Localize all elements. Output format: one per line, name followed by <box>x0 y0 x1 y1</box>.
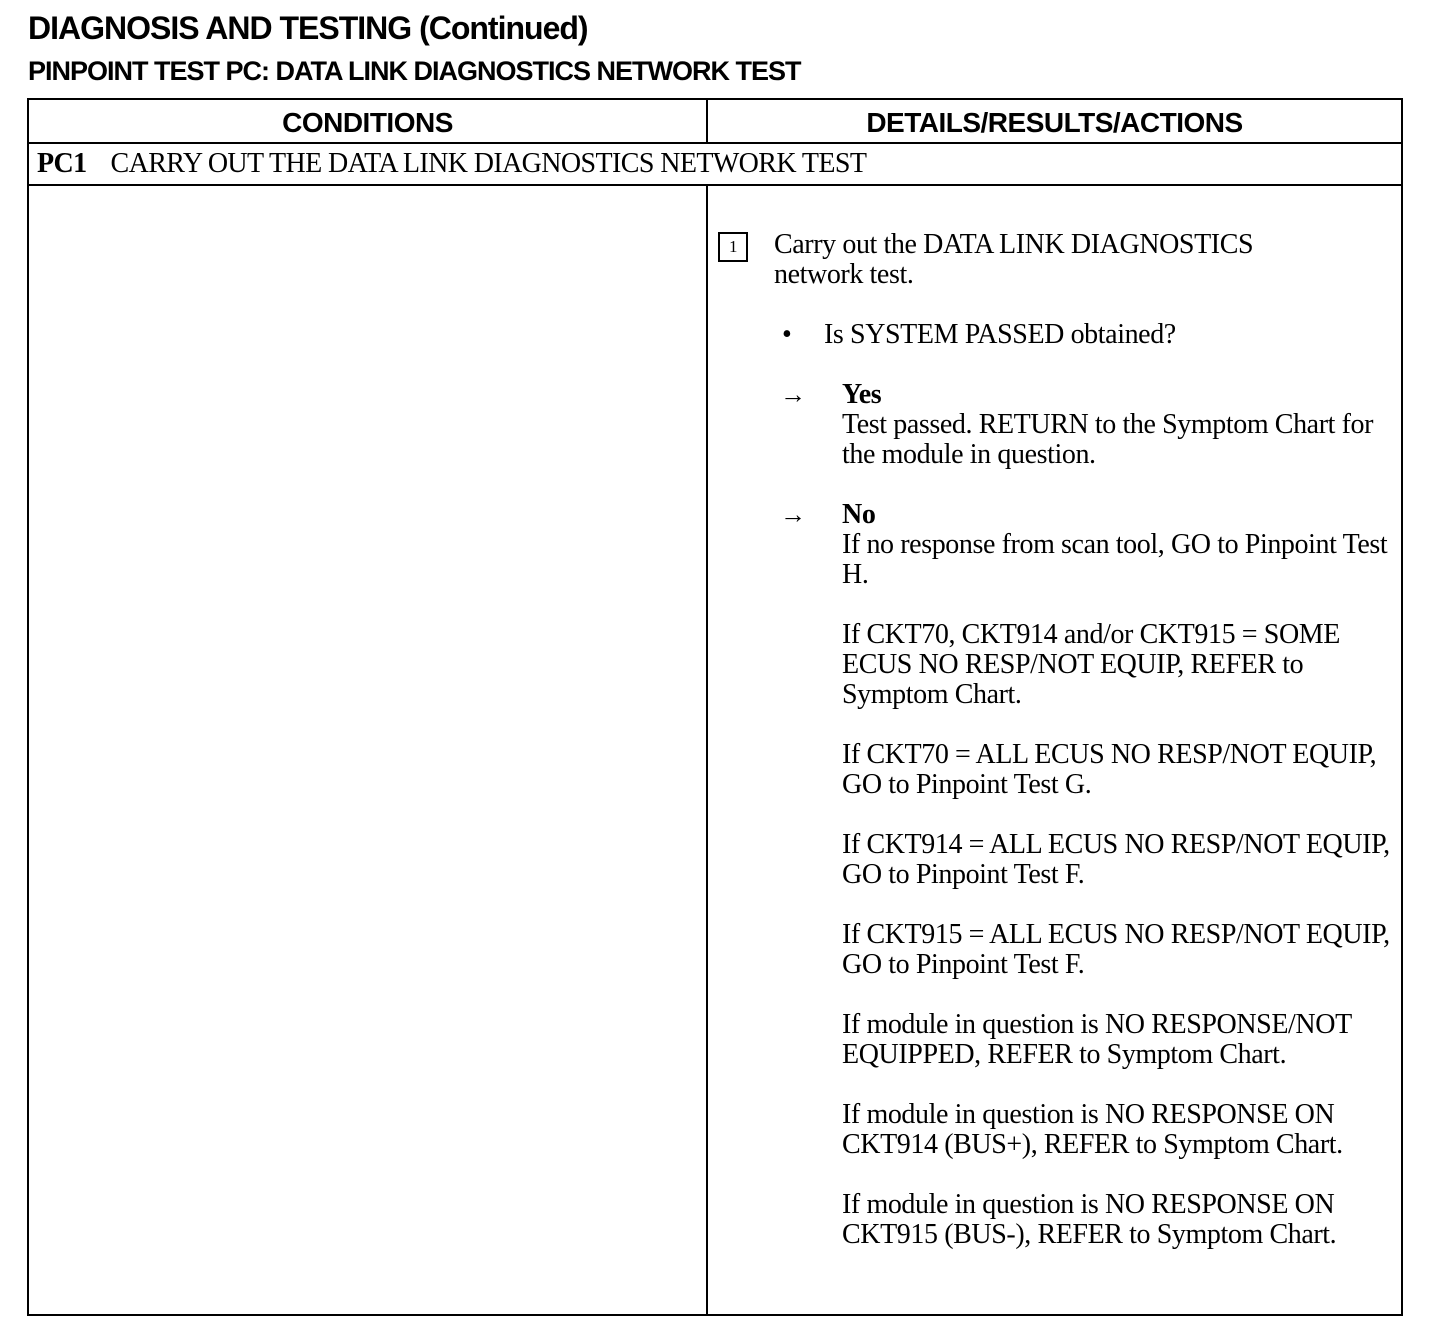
details-column-header: DETAILS/RESULTS/ACTIONS <box>866 107 1243 138</box>
arrow-right-icon: → <box>780 380 806 409</box>
details-cell <box>708 186 1401 1314</box>
step-instruction: Carry out the DATA LINK DIAGNOSTICS network test. <box>774 229 1254 290</box>
step-question: Is SYSTEM PASSED obtained? <box>824 319 1176 350</box>
no-action-paragraph: If module in question is NO RESPONSE/NOT EQUIPPED, REFER to Symptom Chart. <box>842 1009 1352 1070</box>
step-title: CARRY OUT THE DATA LINK DIAGNOSTICS NETWORK TEST <box>110 148 867 179</box>
no-result <box>842 500 1397 1250</box>
pinpoint-test-title: PINPOINT TEST PC: DATA LINK DIAGNOSTICS NETWORK TEST <box>28 56 801 86</box>
step-number-box: 1 <box>718 232 748 262</box>
diagnostic-table <box>27 98 1403 1316</box>
no-action-paragraph: If no response from scan tool, GO to Pinpoint Test H. <box>842 529 1388 590</box>
no-action-paragraph: If module in question is NO RESPONSE ON CKT915 (BUS-), REFER to Symptom Chart. <box>842 1189 1337 1250</box>
no-label: No <box>842 499 876 530</box>
yes-label: Yes <box>842 379 882 410</box>
yes-result <box>842 380 1397 470</box>
page-title: DIAGNOSIS AND TESTING (Continued) <box>28 10 588 46</box>
no-action-paragraph: If CKT70 = ALL ECUS NO RESP/NOT EQUIP, GO to Pinpoint Test G. <box>842 739 1377 800</box>
conditions-column-header: CONDITIONS <box>282 107 453 138</box>
no-action-paragraph: If CKT70, CKT914 and/or CKT915 = SOME ECUS NO RESP/NOT EQUIP, REFER to Symptom Chart. <box>842 619 1340 710</box>
no-action-paragraph: If CKT914 = ALL ECUS NO RESP/NOT EQUIP, GO to Pinpoint Test F. <box>842 829 1390 890</box>
header-divider <box>29 142 1401 144</box>
yes-text: Test passed. RETURN to the Symptom Chart for the module in question. <box>842 409 1374 470</box>
step-id: PC1 <box>37 148 87 179</box>
no-action-paragraph: If CKT915 = ALL ECUS NO RESP/NOT EQUIP, GO to Pinpoint Test F. <box>842 919 1390 980</box>
conditions-cell <box>29 186 706 1314</box>
arrow-right-icon: → <box>780 500 806 529</box>
bullet-icon: • <box>782 319 792 350</box>
no-action-paragraph: If module in question is NO RESPONSE ON CKT914 (BUS+), REFER to Symptom Chart. <box>842 1099 1343 1160</box>
step-row <box>37 148 866 180</box>
